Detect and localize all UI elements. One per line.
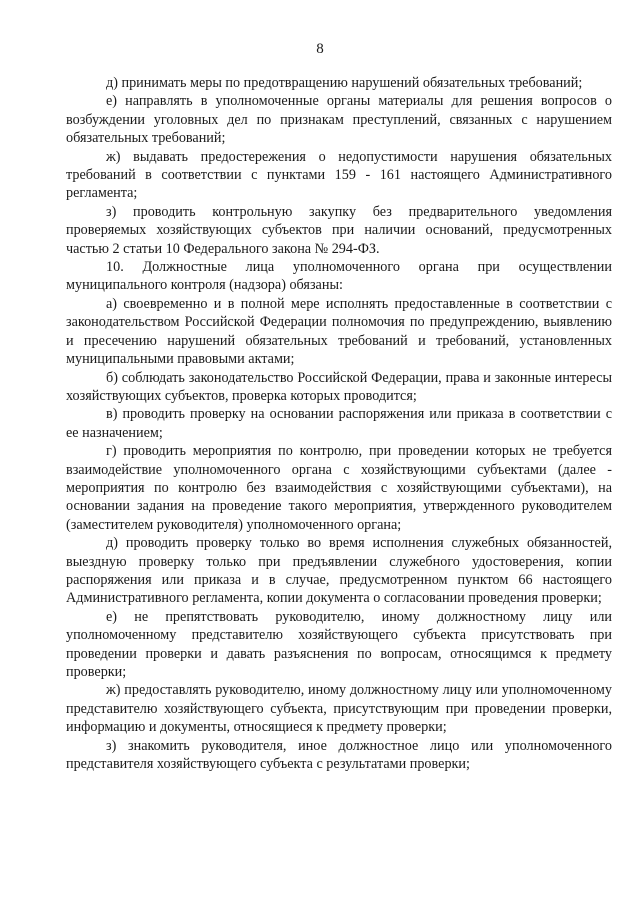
paragraph-d-measures: д) принимать меры по предотвращению нарушений обязательных требований;	[106, 75, 583, 91]
paragraph-v-inspection: в) проводить проверку на основании распоряжения или приказа в соответствии с ее назначением;	[66, 406, 612, 441]
paragraph-zh-warnings: ж) выдавать предостережения о недопустимости нарушения обязательных требований в соответствии с пунктами 159 - 161 настоящего Административного регламента;	[66, 148, 612, 202]
paragraph-b-legislation: б) соблюдать законодательство Российской Федерации, права и законные интересы хозяйствующих субъектов, проверка которых проводится;	[66, 369, 612, 404]
paragraph-g-control-measures: г) проводить мероприятия по контролю, при проведении которых не требуется взаимодействие уполномоченного органа с хозяйствующими субъектами (далее - мероприятия по контролю без взаимодействия с хозяйствующими субъектами), на основании задания на проведение такого мероприятия, утвержденного руководителем (заместителем руководителя) уполномоченного органа;	[66, 443, 612, 533]
paragraph-z-results: з) знакомить руководителя, иное должностное лицо или уполномоченного представителя хозяйствующего субъекта с результатами проверки;	[66, 737, 612, 773]
paragraph-d-duties: д) проводить проверку только во время исполнения служебных обязанностей, выездную проверку только при предъявлении служебного удостоверения, копии распоряжения или приказа и в случае, предусмотренном пунктом 66 настоящего Административного регламента, копии документа о согласовании проведения проверки;	[66, 535, 612, 607]
paragraph-a-powers: а) своевременно и в полной мере исполнять предоставленные в соответствии с законодательством Российской Федерации полномочия по предупреждению, выявлению и пресечению нарушений обязательных требований и требований, установленных муниципальными правовыми актами;	[66, 295, 612, 368]
paragraph-z-purchase: з) проводить контрольную закупку без предварительного уведомления проверяемых хозяйствующих субъектов при наличии оснований, предусмотренных частью 2 статьи 10 Федерального закона № 294-ФЗ.	[66, 203, 612, 257]
paragraph-e-presence: е) не препятствовать руководителю, иному должностному лицу или уполномоченному представителю хозяйствующего субъекта присутствовать при проведении проверки и давать разъяснения по вопросам, относящимся к предмету проверки;	[66, 608, 612, 680]
document-body	[66, 74, 612, 773]
paragraph-zh-information: ж) предоставлять руководителю, иному должностному лицу или уполномоченному представителю хозяйствующего субъекта, присутствующим при проведении проверки, информацию и документы, относящиеся к предмету проверки;	[66, 682, 612, 736]
page-number: 8	[316, 41, 324, 57]
paragraph-e-materials: е) направлять в уполномоченные органы материалы для решения вопросов о возбуждении уголовных дел по признакам преступлений, связанных с нарушением обязательных требований;	[66, 93, 612, 147]
paragraph-10-obligations: 10. Должностные лица уполномоченного органа при осуществлении муниципального контроля (надзора) обязаны:	[66, 259, 612, 294]
